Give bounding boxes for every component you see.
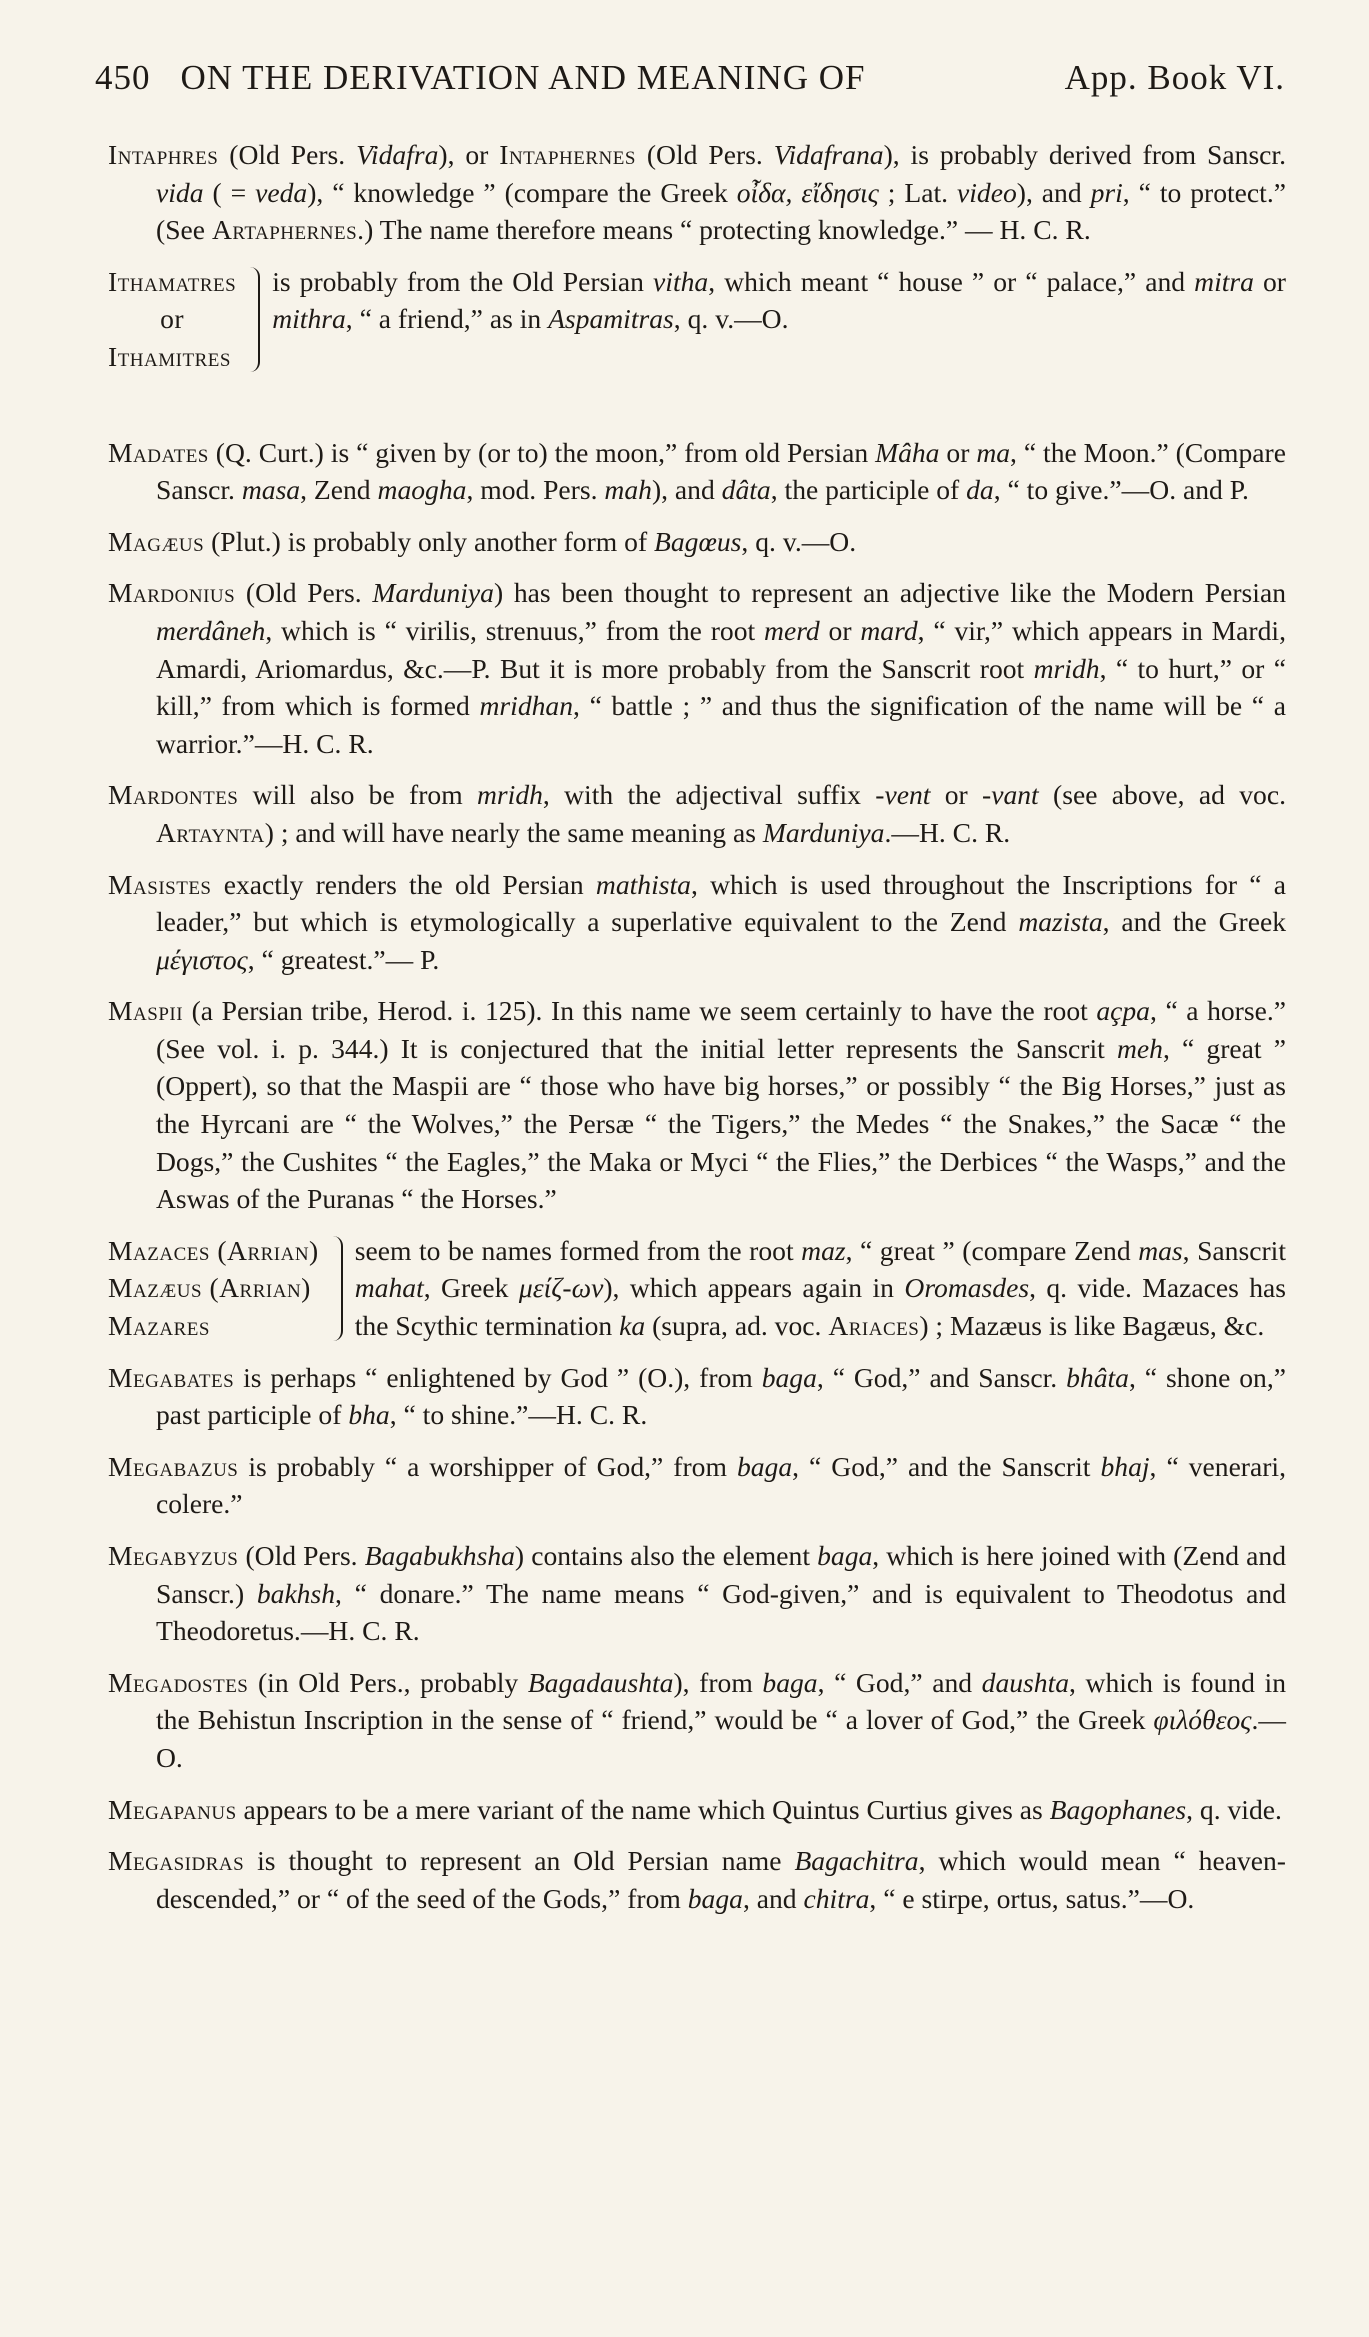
megasidras-p4-text: , “ e stirpe, ortus, satus.”—O. xyxy=(869,1882,1195,1914)
mazaces-p8-text: ) ; Mazæus is like Bagæus, &c. xyxy=(919,1310,1265,1342)
glossary-text xyxy=(108,136,1286,1931)
intaphres-p7-text: ; Lat. xyxy=(878,176,958,208)
intaphres-p3-text: (Old Pers. xyxy=(635,139,774,170)
megabazus-i2-text: bhaj xyxy=(1100,1450,1150,1482)
entry-madates xyxy=(108,434,1286,509)
brace xyxy=(327,1236,343,1341)
entry-mazaces-body xyxy=(355,1232,1286,1345)
megabates-i1-text: baga xyxy=(761,1361,817,1393)
intaphres-i2-text: Vidafrana xyxy=(773,139,884,170)
mardontes-p4-text: (see above, ad voc. xyxy=(1038,779,1286,811)
ithamatres-name1-text: Ithamatres xyxy=(108,265,237,297)
megadostes-p1-text: (in Old Pers., probably xyxy=(248,1666,528,1698)
megadostes-p2-text: ), from xyxy=(673,1666,763,1698)
megasidras-p1-text: is thought to represent an Old Persian name xyxy=(244,1845,795,1877)
masistes-hw-text: Masistes xyxy=(108,868,212,900)
mardonius-i6-text: mridhan xyxy=(479,690,574,722)
entry-magaeus xyxy=(108,523,1286,561)
megadostes-hw-text: Megadostes xyxy=(108,1666,249,1698)
megasidras-i3-text: chitra xyxy=(803,1882,870,1914)
madates-p3-text: , “ the Moon.” (Compare Sanscr. xyxy=(156,436,1286,506)
mazaces-p7-text: (supra, ad. voc. xyxy=(645,1310,829,1342)
mazaces-i2-text: mas xyxy=(1138,1234,1183,1266)
intaphres-p5-text: ( = xyxy=(203,176,256,208)
megabazus-p2-text: , “ God,” and the Sanscrit xyxy=(792,1450,1101,1482)
mardontes-p3-text: or xyxy=(930,779,983,811)
madates-i6-text: dâta xyxy=(721,474,771,506)
ithamatres-i3-text: mithra xyxy=(272,303,346,335)
megadostes-p4-text: , which is found in the Behistun Inscription in the sense of “ friend,” would be “ a lover of God,” the Greek xyxy=(156,1666,1287,1736)
ithamatres-name2-text: Ithamitres xyxy=(108,340,231,372)
mardonius-p4-text: or xyxy=(819,614,861,646)
maspii-hw-text: Maspii xyxy=(108,995,184,1027)
ithamatres-i4-text: Aspamitras xyxy=(548,303,674,335)
megabates-p4-text: , “ to shine.”—H. C. R. xyxy=(389,1399,648,1431)
mardonius-p1-text: (Old Pers. xyxy=(235,577,373,609)
megabazus-hw-text: Megabazus xyxy=(108,1450,239,1482)
mardontes-p1-text: will also be from xyxy=(238,779,477,811)
ithamatres-i1-text: vitha xyxy=(653,265,709,297)
mardonius-i4-text: mard xyxy=(860,614,918,646)
megadostes-i3-text: daushta xyxy=(981,1666,1070,1698)
megadostes-i2-text: baga xyxy=(762,1666,818,1698)
mardontes-i2-text: -vent xyxy=(875,779,931,811)
ithamatres-p2-text: , which meant “ house ” or “ palace,” and xyxy=(708,265,1195,297)
madates-p4-text: , Zend xyxy=(300,474,378,506)
masistes-i3-text: μέγιστος xyxy=(156,943,248,975)
intaphres-p10-text: .) The name therefore means “ protecting knowledge.” — H. C. R. xyxy=(357,214,1091,246)
maspii-i2-text: meh xyxy=(1116,1032,1163,1064)
megabyzus-i3-text: bakhsh xyxy=(256,1577,336,1609)
mardonius-p7-text: , “ battle ; ” and thus the signification of the name will be “ a warrior.”—H. C. R. xyxy=(156,690,1286,759)
mardonius-i2-text: merdâneh xyxy=(156,614,266,646)
madates-p8-text: , “ to give.”—O. and P. xyxy=(993,474,1249,506)
intaphres-hw2-text: Intaphernes xyxy=(499,139,636,170)
mazaces-name3-text: Mazares xyxy=(108,1310,210,1342)
intaphres-hw3-text: Artaphernes xyxy=(211,214,358,246)
megabazus-i1-text: baga xyxy=(736,1450,793,1482)
entry-maspii xyxy=(108,992,1286,1218)
madates-hw-text: Madates xyxy=(108,436,209,468)
ithamatres-p1-text: is probably from the Old Persian xyxy=(272,265,654,297)
masistes-p4-text: , “ greatest.”— P. xyxy=(247,943,440,975)
masistes-p2-text: , which is used throughout the Inscriptions for “ a leader,” but which is etymologically a superlative equivalent to the Zend xyxy=(156,868,1286,938)
mardonius-hw-text: Mardonius xyxy=(108,577,236,609)
madates-i2-text: ma xyxy=(976,436,1011,468)
entry-ithamatres xyxy=(108,263,1286,376)
entry-megabates xyxy=(108,1359,1286,1434)
madates-i5-text: mah xyxy=(604,474,652,506)
megabates-p2-text: , “ God,” and Sanscr. xyxy=(816,1361,1067,1393)
madates-i4-text: maogha xyxy=(377,474,467,506)
megapanus-hw-text: Megapanus xyxy=(108,1793,237,1825)
megabates-p1-text: is perhaps “ enlightened by God ” (O.), from xyxy=(234,1361,762,1393)
intaphres-p8-text: ), and xyxy=(1016,176,1091,208)
madates-p1-text: (Q. Curt.) is “ given by (or to) the moon,” from old Persian xyxy=(208,436,876,468)
entry-ithamatres-body xyxy=(272,263,1286,376)
mazaces-hw2-text: Ariaces xyxy=(828,1310,920,1342)
megasidras-p2-text: , which would mean “ heaven-descended,” or “ of the seed of the Gods,” from xyxy=(156,1845,1286,1914)
intaphres-i7-text: pri xyxy=(1090,176,1123,208)
mardontes-i4-text: Marduniya xyxy=(762,816,885,848)
mazaces-i6-text: ka xyxy=(619,1310,646,1342)
ithamatres-or-text: or xyxy=(160,303,185,335)
megabyzus-p3-text: , which is here joined with (Zend and Sanscr.) xyxy=(156,1540,1286,1609)
mardontes-hw-text: Mardontes xyxy=(108,779,239,811)
magaeus-p1-text: (Plut.) is probably only another form of xyxy=(204,525,655,557)
magaeus-hw-text: Magæus xyxy=(108,525,205,557)
mazaces-name2-text: Mazæus (Arrian) xyxy=(108,1272,311,1304)
mazaces-i1-text: maz xyxy=(801,1234,846,1266)
mazaces-name1-text: Mazaces (Arrian) xyxy=(108,1234,319,1266)
megabates-p3-text: , “ shone on,” past participle of xyxy=(156,1361,1286,1431)
mardonius-p3-text: , which is “ virilis, strenuus,” from the root xyxy=(265,614,765,646)
maspii-p3-text: , “ great ” (Oppert), so that the Maspii are “ those who have big horses,” or possibly “ the Big Horses,” just as the Hyrcani are “ the Wolves,” the Persæ “ the Tigers,” the Medes “ the Snakes,” the Sacæ “ the Dogs,” the Cushites “ the Eagles,” the Maka or Myci “ the Flies,” the Derbices “ the Wasps,” and the Aswas of the Puranas “ the Horses.” xyxy=(156,1032,1286,1215)
madates-p7-text: , the participle of xyxy=(770,474,967,506)
masistes-p1-text: exactly renders the old Persian xyxy=(211,868,596,900)
section-label: App. Book VI. xyxy=(1064,58,1285,97)
running-header xyxy=(95,58,1285,98)
megabyzus-p1-text: (Old Pers. xyxy=(238,1540,365,1571)
maspii-p1-text: (a Persian tribe, Herod. i. 125). In this name we seem certainly to have the root xyxy=(183,995,1097,1027)
mardontes-p5-text: ) ; and will have nearly the same meaning as xyxy=(264,816,763,848)
mazaces-i5-text: Oromasdes xyxy=(904,1272,1030,1304)
masistes-i1-text: mathista xyxy=(595,868,691,900)
mardontes-i3-text: -vant xyxy=(982,779,1039,811)
megabates-i2-text: bhâta xyxy=(1066,1361,1129,1393)
maspii-i1-text: açpa xyxy=(1096,995,1150,1027)
entry-megadostes xyxy=(108,1664,1286,1777)
masistes-i2-text: mazista xyxy=(1018,906,1103,938)
mardonius-i1-text: Marduniya xyxy=(372,577,494,609)
mardonius-p5-text: , “ vir,” which appears in Mardi, Amardi, Ariomardus, &c.—P. But it is more probably from the Sanscrit root xyxy=(156,614,1286,684)
megabyzus-i1-text: Bagabukhsha xyxy=(364,1540,515,1571)
megabates-i3-text: bha xyxy=(348,1399,390,1431)
madates-p5-text: , mod. Pers. xyxy=(466,474,605,506)
entry-masistes xyxy=(108,866,1286,979)
mazaces-i4-text: μείζ-ων xyxy=(518,1272,604,1304)
mazaces-p2-text: , “ great ” (compare Zend xyxy=(845,1234,1139,1266)
intaphres-i4-text: veda xyxy=(255,176,308,208)
ithamatres-i2-text: mitra xyxy=(1194,265,1254,297)
intaphres-i1-text: Vidafra xyxy=(356,139,439,170)
magaeus-p2-text: , q. v.—O. xyxy=(741,525,857,557)
intaphres-p4-text: ), is probably derived from Sanscr. xyxy=(883,139,1286,170)
mardontes-i1-text: mridh xyxy=(476,779,543,811)
megasidras-p3-text: , and xyxy=(742,1882,804,1914)
madates-i7-text: da xyxy=(966,474,994,506)
mardonius-p6-text: , “ to hurt,” or “ kill,” from which is formed xyxy=(156,652,1286,722)
mazaces-p3-text: , Sanscrit xyxy=(1182,1234,1286,1266)
megabyzus-i2-text: baga xyxy=(817,1540,873,1571)
madates-i1-text: Mâha xyxy=(875,436,940,468)
megabyzus-hw-text: Megabyzus xyxy=(108,1540,239,1571)
ithamatres-p5-text: , q. v.—O. xyxy=(673,303,789,335)
megadostes-i4-text: φιλόθεος xyxy=(1153,1704,1252,1736)
mazaces-p4-text: , Greek xyxy=(423,1272,519,1304)
magaeus-i1-text: Bagœus xyxy=(654,525,742,557)
mazaces-i3-text: mahat xyxy=(354,1272,424,1304)
maspii-p2-text: , “ a horse.” (See vol. i. p. 344.) It is conjectured that the initial letter represents the Sanscrit xyxy=(156,995,1286,1064)
madates-i3-text: masa xyxy=(241,474,301,506)
masistes-p3-text: , and the Greek xyxy=(1102,906,1287,938)
entry-ithamatres-names xyxy=(108,263,236,376)
intaphres-i3-text: vida xyxy=(156,176,204,208)
megasidras-hw-text: Megasidras xyxy=(108,1845,245,1877)
entry-mazaces-names xyxy=(108,1232,319,1345)
intaphres-p2-text: ), or xyxy=(438,139,500,170)
megasidras-i1-text: Bagachitra xyxy=(794,1845,919,1877)
mardonius-i3-text: merd xyxy=(764,614,820,646)
intaphres-p9-text: , “ to protect.” (See xyxy=(156,176,1286,246)
ithamatres-p3-text: or xyxy=(1253,265,1287,297)
mardonius-p2-text: ) has been thought to represent an adjective like the Modern Persian xyxy=(493,577,1286,609)
megapanus-p2-text: , q. vide. xyxy=(1186,1793,1282,1825)
mazaces-p5-text: ), which appears again in xyxy=(603,1272,905,1304)
page-number: 450 xyxy=(95,58,151,97)
madates-p2-text: or xyxy=(939,436,977,468)
entry-megabazus xyxy=(108,1448,1286,1523)
mardontes-hw2-text: Artaynta xyxy=(156,816,265,848)
megadostes-p5-text: .—O. xyxy=(156,1704,1286,1773)
megabyzus-p2-text: ) contains also the element xyxy=(514,1540,818,1571)
entry-megasidras xyxy=(108,1842,1286,1917)
megabyzus-p4-text: , “ donare.” The name means “ God-given,” and is equivalent to Theodotus and Theodoretus.—H. C. R. xyxy=(156,1577,1287,1647)
megadostes-i1-text: Bagadaushta xyxy=(527,1666,674,1698)
megabazus-p3-text: , “ venerari, colere.” xyxy=(156,1450,1287,1520)
running-title: ON THE DERIVATION AND MEANING OF xyxy=(180,58,866,97)
intaphres-i6-text: video xyxy=(957,176,1017,208)
brace xyxy=(244,267,260,372)
megabazus-p1-text: is probably “ a worshipper of God,” from xyxy=(238,1450,737,1482)
megadostes-p3-text: , “ God,” and xyxy=(817,1666,982,1698)
intaphres-p6-text: ), “ knowledge ” (compare the Greek xyxy=(307,176,737,208)
mardontes-p6-text: .—H. C. R. xyxy=(884,816,1011,848)
intaphres-p1-text: (Old Pers. xyxy=(218,139,357,170)
megasidras-i2-text: baga xyxy=(687,1882,743,1914)
megapanus-p1-text: appears to be a mere variant of the name which Quintus Curtius gives as xyxy=(236,1793,1050,1825)
entry-mazaces xyxy=(108,1232,1286,1345)
megabates-hw-text: Megabates xyxy=(108,1361,235,1393)
mardontes-p2-text: , with the adjectival suffix xyxy=(542,779,876,811)
entry-intaphres xyxy=(108,136,1286,249)
megapanus-i1-text: Bagophanes xyxy=(1049,1793,1187,1825)
entry-mardontes xyxy=(108,776,1286,851)
entry-megabyzus xyxy=(108,1537,1286,1650)
madates-p6-text: ), and xyxy=(651,474,722,506)
mazaces-p6-text: , q. vide. Mazaces has the Scythic termination xyxy=(354,1272,1286,1342)
intaphres-hw-text: Intaphres xyxy=(108,139,219,170)
ithamatres-p4-text: , “ a friend,” as in xyxy=(345,303,549,335)
intaphres-i5-text: οἶδα, εἴδησις xyxy=(736,176,879,208)
mazaces-p1-text: seem to be names formed from the root xyxy=(354,1234,802,1266)
mardonius-i5-text: mridh xyxy=(1033,652,1100,684)
entry-megapanus xyxy=(108,1791,1286,1829)
entry-mardonius xyxy=(108,574,1286,762)
